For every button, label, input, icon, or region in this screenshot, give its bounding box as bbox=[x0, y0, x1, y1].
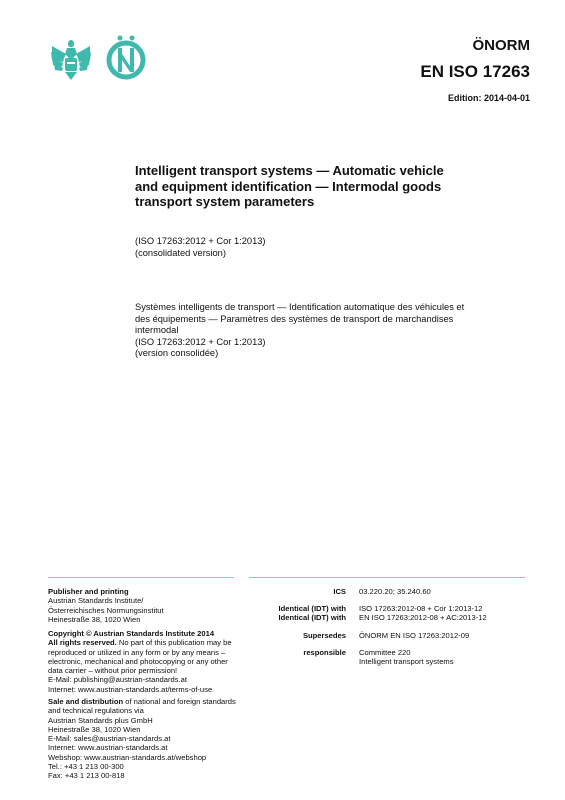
french-title bbox=[135, 302, 480, 360]
sale-info bbox=[48, 697, 238, 781]
sale-line: E-Mail: sales@austrian-standards.at bbox=[48, 734, 171, 744]
rights-reserved: All rights reserved. bbox=[48, 638, 117, 648]
divider-left bbox=[48, 577, 234, 578]
copyright-internet: Internet: www.austrian-standards.at/terms-of-use bbox=[48, 684, 213, 694]
divider-right bbox=[249, 577, 525, 578]
edition-date: Edition: 2014-04-01 bbox=[447, 93, 530, 103]
french-line: des équipements — Paramètres des systèmes de transport de marchandises bbox=[135, 313, 454, 324]
publisher-heading: Publisher and printing bbox=[48, 587, 129, 596]
austrian-eagle-logo-icon bbox=[48, 36, 94, 82]
responsible-label: responsible bbox=[303, 648, 346, 657]
copyright-heading: Copyright © Austrian Standards Institute 2014 bbox=[48, 629, 215, 638]
sale-heading bbox=[48, 697, 238, 716]
reference-line: (ISO 17263:2012 + Cor 1:2013) bbox=[135, 236, 266, 246]
publisher-line: Österreichisches Normungsinstitut bbox=[48, 605, 164, 615]
supersedes-label: Supersedes bbox=[302, 631, 346, 640]
french-line: Systèmes intelligents de transport — Identification automatique des véhicules et bbox=[135, 302, 465, 312]
sale-heading-bold: Sale and distribution bbox=[48, 697, 124, 706]
on-logo-icon bbox=[103, 34, 149, 82]
sale-line: Austrian Standards plus GmbH bbox=[48, 715, 153, 725]
ics-label: ICS bbox=[333, 587, 346, 596]
identical-value: EN ISO 17263:2012-08 + AC:2013-12 bbox=[359, 613, 487, 622]
ics-value: 03.220.20; 35.240.60 bbox=[359, 587, 431, 596]
sale-line: Webshop: www.austrian-standards.at/webshop bbox=[48, 752, 207, 762]
publisher-info bbox=[48, 587, 238, 624]
sale-line: Fax: +43 1 213 00-818 bbox=[48, 771, 125, 781]
sale-line: Tel.: +43 1 213 00-300 bbox=[48, 762, 124, 772]
french-line: intermodal bbox=[135, 325, 179, 336]
sale-line: Internet: www.austrian-standards.at bbox=[48, 743, 168, 753]
committee-name: Intelligent transport systems bbox=[359, 657, 454, 667]
reference-line: (consolidated version) bbox=[135, 247, 226, 258]
copyright-email: E-Mail: publishing@austrian-standards.at bbox=[48, 675, 187, 685]
french-line: (version consolidée) bbox=[135, 348, 219, 359]
sale-heading-text: of national and foreign standards and technical regulations via bbox=[48, 697, 236, 716]
publisher-line: Austrian Standards Institute/ bbox=[48, 596, 144, 606]
standard-prefix: ÖNORM bbox=[472, 37, 530, 54]
identical-label: Identical (IDT) with bbox=[278, 604, 346, 613]
document-title bbox=[135, 163, 465, 210]
responsible-value bbox=[359, 648, 559, 667]
standard-number: EN ISO 17263 bbox=[420, 62, 530, 81]
english-reference bbox=[135, 236, 266, 259]
identical-value: ISO 17263:2012-08 + Cor 1:2013-12 bbox=[359, 604, 483, 613]
publisher-line: Heinestraße 38, 1020 Wien bbox=[48, 614, 141, 624]
identical-label: Identical (IDT) with bbox=[278, 613, 346, 622]
copyright-notice bbox=[48, 638, 238, 675]
supersedes-value: ÖNORM EN ISO 17263:2012-09 bbox=[359, 631, 470, 640]
title-line: Intelligent transport systems — Automatic vehicle bbox=[135, 163, 444, 178]
committee-number: Committee 220 bbox=[359, 648, 411, 657]
french-line: (ISO 17263:2012 + Cor 1:2013) bbox=[135, 336, 266, 347]
title-line: transport system parameters bbox=[135, 194, 315, 209]
title-line: and equipment identification — Intermodal goods bbox=[135, 178, 442, 194]
rights-text: No part of this publication may be reproduced or utilized in any form or by any means – electronic, mechanical and photocopying or any other data carrier – without prior permission! bbox=[48, 638, 232, 676]
sale-line: Heinestraße 38, 1020 Wien bbox=[48, 724, 141, 734]
copyright-info bbox=[48, 629, 238, 694]
